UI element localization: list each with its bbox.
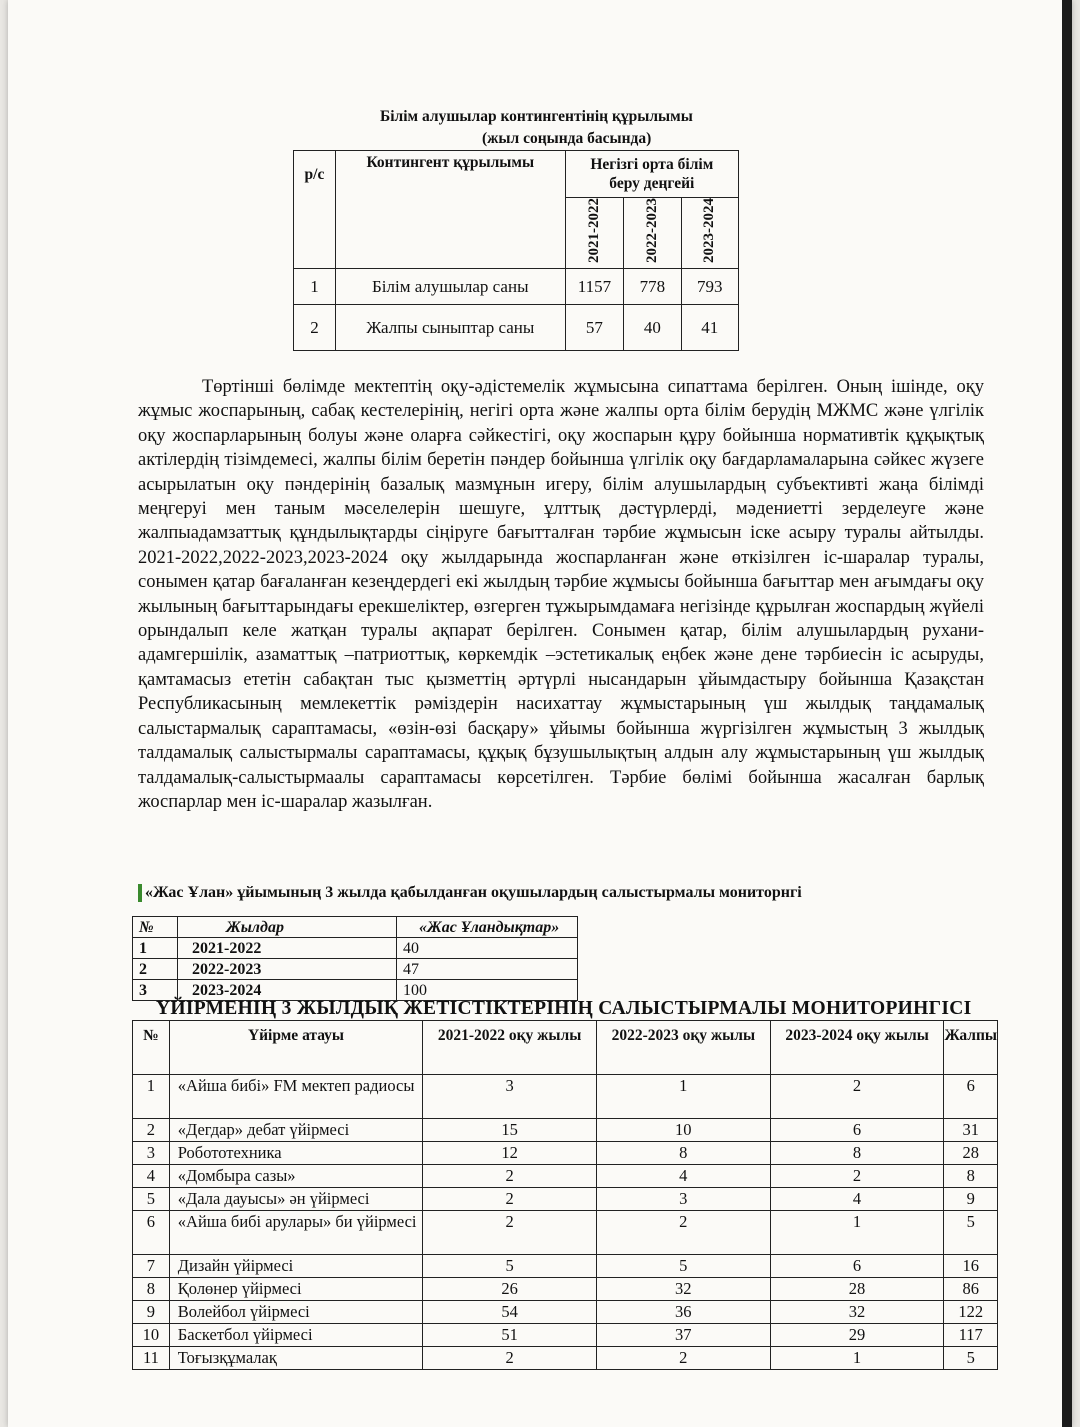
table-row — [133, 917, 578, 938]
table3-cell-name: Робототехника — [169, 1142, 422, 1165]
table3-cell-name: Тоғызқұмалақ — [169, 1347, 422, 1370]
table3-cell-name: «Домбыра сазы» — [169, 1165, 422, 1188]
table3-cell-y1: 2 — [423, 1347, 597, 1370]
table3-cell-y3: 1 — [770, 1211, 944, 1255]
table1-row-name: Жалпы сыныптар саны — [335, 305, 565, 351]
table2-col-years: Жылдар — [178, 917, 397, 938]
table-row — [133, 938, 578, 959]
table-row — [133, 1211, 998, 1255]
clubs-table-body — [133, 1075, 998, 1370]
table3-header: 2022-2023 оқу жылы — [596, 1021, 770, 1075]
table3-cell-num: 11 — [133, 1347, 170, 1370]
table2-row-num: 1 — [133, 938, 178, 959]
table2-row-year: 2023-2024 — [178, 980, 397, 1001]
table3-cell-total: 5 — [944, 1347, 998, 1370]
table3-cell-y1: 51 — [423, 1324, 597, 1347]
table3-cell-num: 6 — [133, 1211, 170, 1255]
table3-cell-total: 117 — [944, 1324, 998, 1347]
table3-cell-total: 122 — [944, 1301, 998, 1324]
table1-col-level: Негізгі орта білім беру деңгейі — [565, 151, 738, 198]
table3-cell-total: 31 — [944, 1119, 998, 1142]
table2-row-year: 2022-2023 — [178, 959, 397, 980]
table3-cell-total: 16 — [944, 1255, 998, 1278]
table2-col-value: «Жас Ұландықтар» — [397, 917, 578, 938]
table3-cell-name: «Айша бибі арулары» би үйірмесі — [169, 1211, 422, 1255]
table3-cell-y1: 2 — [423, 1211, 597, 1255]
table3-cell-total: 6 — [944, 1075, 998, 1119]
table3-cell-y2: 10 — [596, 1119, 770, 1142]
table3-cell-y1: 2 — [423, 1188, 597, 1211]
table2-row-num: 2 — [133, 959, 178, 980]
jas-ulan-table — [132, 916, 578, 1001]
page-edge — [1062, 0, 1072, 1427]
table1-year-cell — [565, 198, 624, 269]
table3-cell-name: Дизайн үйірмесі — [169, 1255, 422, 1278]
table1-subtitle: (жыл соңында басында) — [482, 130, 652, 147]
table3-cell-y3: 1 — [770, 1347, 944, 1370]
table1-year: 2023-2024 — [701, 198, 718, 263]
table3-cell-total: 8 — [944, 1165, 998, 1188]
table-row — [133, 1142, 998, 1165]
table3-cell-name: «Дегдар» дебат үйірмесі — [169, 1119, 422, 1142]
table-row — [133, 1165, 998, 1188]
table3-cell-y3: 32 — [770, 1301, 944, 1324]
table1-col-structure: Контингент құрылымы — [335, 151, 565, 269]
table1-year-cell — [681, 198, 738, 269]
table1-row-value: 57 — [565, 305, 624, 351]
table1-row-value: 40 — [624, 305, 681, 351]
table3-cell-num: 2 — [133, 1119, 170, 1142]
table3-cell-y3: 6 — [770, 1119, 944, 1142]
contingent-table — [293, 150, 739, 351]
table2-title: «Жас Ұлан» ұйымының 3 жылда қабылданған оқушылардың салыстырмалы мониторнгі — [138, 884, 802, 902]
table3-cell-y3: 29 — [770, 1324, 944, 1347]
body-paragraph: Төртінші бөлімде мектептің оқу-әдістемелік жұмысына сипаттама берілген. Оның ішінде, оқу жұмыс жоспарының, сабақ кестелерінің, негігі орта және жалпы орта білім берудің МЖМС және үлгілік оқу жоспарларының болуы және оларға сәйкестігі, оқу жоспарын құру бойынша нормативтік құқықтық актілердің тізімдемесі, жалпы білім беретін пәндер бойынша үлгілік оқу бағдарламаларына сәйкес жүзеге асырылатын оқу пәндерінің базалық мазмұнын игеру, білім алушылардың субъективті жаңа білімді меңгеруі мен таным мәселелерін шешуге, ұлттық дәстүрлерді, мәдениетті зерделеуге және жалпыадамзаттық құндылықтарды сіңіруге бағытталған тәрбие жұмысын іске асыру туралы айтылды. 2021-2022,2022-2023,2023-2024 оқу жылдарында жоспарланған және өткізілген іс-шаралар туралы, сонымен қатар бағаланған кезеңдердегі екі жылдың тәрбие жұмысы бойынша бағыттар мен ағымдағы оқу жылының бағыттарындағы ерекшеліктер, өзгерген тұжырымдамаға негізінде құрылған жоспардың жүйелі орындалып келе жатқан туралы ақпарат берілген. Сонымен қатар, білім алушылардың рухани-адамгершілік, азаматтық –патриоттық, көркемдік –эстетикалық еңбек және дене тәрбиесін іс асыруды, қамтамасыз ететін сабақтан тыс қызметтің әртүрлі нысандарын ұйымдастыру бойынша Қазақстан Республикасының мемлекеттік рәміздерін насихаттау жұмыстарының үш жылдық таңдамалық салыстармалық сараптамасы, «өзін-өзі басқару» ұйымы бойынша жүргізілген жұмыстың 3 жылдық талдамалық салыстырмалы сараптамасы, құқық бұзушылықтың алдын алу жұмыстарының үш жылдық талдамалық-салыстырмаалы сараптамасы көрсетілген. Тәрбие бөлімі бойынша жасалған барлық жоспарлар мен іс-шаралар жазылған. — [138, 377, 984, 812]
table3-cell-y3: 8 — [770, 1142, 944, 1165]
table3-cell-y2: 2 — [596, 1347, 770, 1370]
table3-title: ҮЙІРМЕНІҢ 3 ЖЫЛДЫҚ ЖЕТІСТІКТЕРІНІҢ САЛЫСТЫРМАЛЫ МОНИТОРИНГІСІ — [156, 998, 972, 1019]
table-row — [133, 1075, 998, 1119]
table3-cell-name: «Айша бибі» FM мектеп радиосы — [169, 1075, 422, 1119]
table3-cell-y3: 28 — [770, 1278, 944, 1301]
table3-cell-y2: 2 — [596, 1211, 770, 1255]
table1-row-name: Білім алушылар саны — [335, 269, 565, 305]
table3-cell-name: Қолөнер үйірмесі — [169, 1278, 422, 1301]
table3-header: № — [133, 1021, 170, 1075]
table1-title: Білім алушылар контингентінің құрылымы — [380, 108, 693, 125]
table3-cell-total: 86 — [944, 1278, 998, 1301]
table1-row-num: 1 — [294, 269, 336, 305]
table2-row-year: 2021-2022 — [178, 938, 397, 959]
table-row — [133, 1278, 998, 1301]
table3-cell-y1: 3 — [423, 1075, 597, 1119]
table3-cell-y2: 32 — [596, 1278, 770, 1301]
table3-header: 2023-2024 оқу жылы — [770, 1021, 944, 1075]
table1-year: 2022-2023 — [643, 198, 660, 263]
table3-cell-total: 9 — [944, 1188, 998, 1211]
table-row — [133, 1255, 998, 1278]
table3-cell-y2: 8 — [596, 1142, 770, 1165]
table-row — [133, 1119, 998, 1142]
table3-cell-y1: 54 — [423, 1301, 597, 1324]
table3-header: Үйірме атауы — [169, 1021, 422, 1075]
table1-year-cell — [624, 198, 681, 269]
table-row — [133, 1301, 998, 1324]
table3-cell-name: Баскетбол үйірмесі — [169, 1324, 422, 1347]
table-row — [294, 269, 739, 305]
table3-cell-total: 5 — [944, 1211, 998, 1255]
table3-cell-y3: 2 — [770, 1075, 944, 1119]
table3-cell-num: 1 — [133, 1075, 170, 1119]
table1-row-value: 778 — [624, 269, 681, 305]
table3-cell-y2: 4 — [596, 1165, 770, 1188]
table3-cell-num: 3 — [133, 1142, 170, 1165]
table3-cell-y2: 1 — [596, 1075, 770, 1119]
table3-cell-name: Волейбол үйірмесі — [169, 1301, 422, 1324]
table1-row-value: 41 — [681, 305, 738, 351]
table3-cell-y3: 6 — [770, 1255, 944, 1278]
table3-cell-name: «Дала дауысы» ән үйірмесі — [169, 1188, 422, 1211]
table2-col-num: № — [133, 917, 178, 938]
table3-header: Жалпы — [944, 1021, 998, 1075]
table1-row-num: 2 — [294, 305, 336, 351]
table1-row-value: 793 — [681, 269, 738, 305]
table1-row-value: 1157 — [565, 269, 624, 305]
table2-row-value: 100 — [397, 980, 578, 1001]
table3-cell-y2: 5 — [596, 1255, 770, 1278]
table2-row-value: 40 — [397, 938, 578, 959]
table3-cell-y1: 26 — [423, 1278, 597, 1301]
table-row — [294, 305, 739, 351]
table3-cell-num: 8 — [133, 1278, 170, 1301]
table-row — [133, 1021, 998, 1075]
table2-row-value: 47 — [397, 959, 578, 980]
table3-cell-y1: 2 — [423, 1165, 597, 1188]
table2-row-num: 3 — [133, 980, 178, 1001]
table1-col-num: р/с — [294, 151, 336, 269]
table3-cell-y3: 4 — [770, 1188, 944, 1211]
table3-cell-num: 10 — [133, 1324, 170, 1347]
table3-cell-y3: 2 — [770, 1165, 944, 1188]
table-row — [133, 1188, 998, 1211]
table-row — [133, 959, 578, 980]
table3-header: 2021-2022 оқу жылы — [423, 1021, 597, 1075]
table-row — [133, 1347, 998, 1370]
table3-cell-total: 28 — [944, 1142, 998, 1165]
table3-cell-y1: 15 — [423, 1119, 597, 1142]
table3-cell-y2: 3 — [596, 1188, 770, 1211]
table3-cell-num: 7 — [133, 1255, 170, 1278]
table3-cell-y2: 36 — [596, 1301, 770, 1324]
clubs-table — [132, 1020, 998, 1370]
table3-cell-num: 9 — [133, 1301, 170, 1324]
table3-cell-num: 4 — [133, 1165, 170, 1188]
table3-cell-y1: 5 — [423, 1255, 597, 1278]
table3-cell-y2: 37 — [596, 1324, 770, 1347]
document-page — [8, 0, 1072, 1427]
table3-cell-y1: 12 — [423, 1142, 597, 1165]
table-row — [133, 1324, 998, 1347]
table1-year: 2021-2022 — [585, 198, 602, 263]
table3-cell-num: 5 — [133, 1188, 170, 1211]
